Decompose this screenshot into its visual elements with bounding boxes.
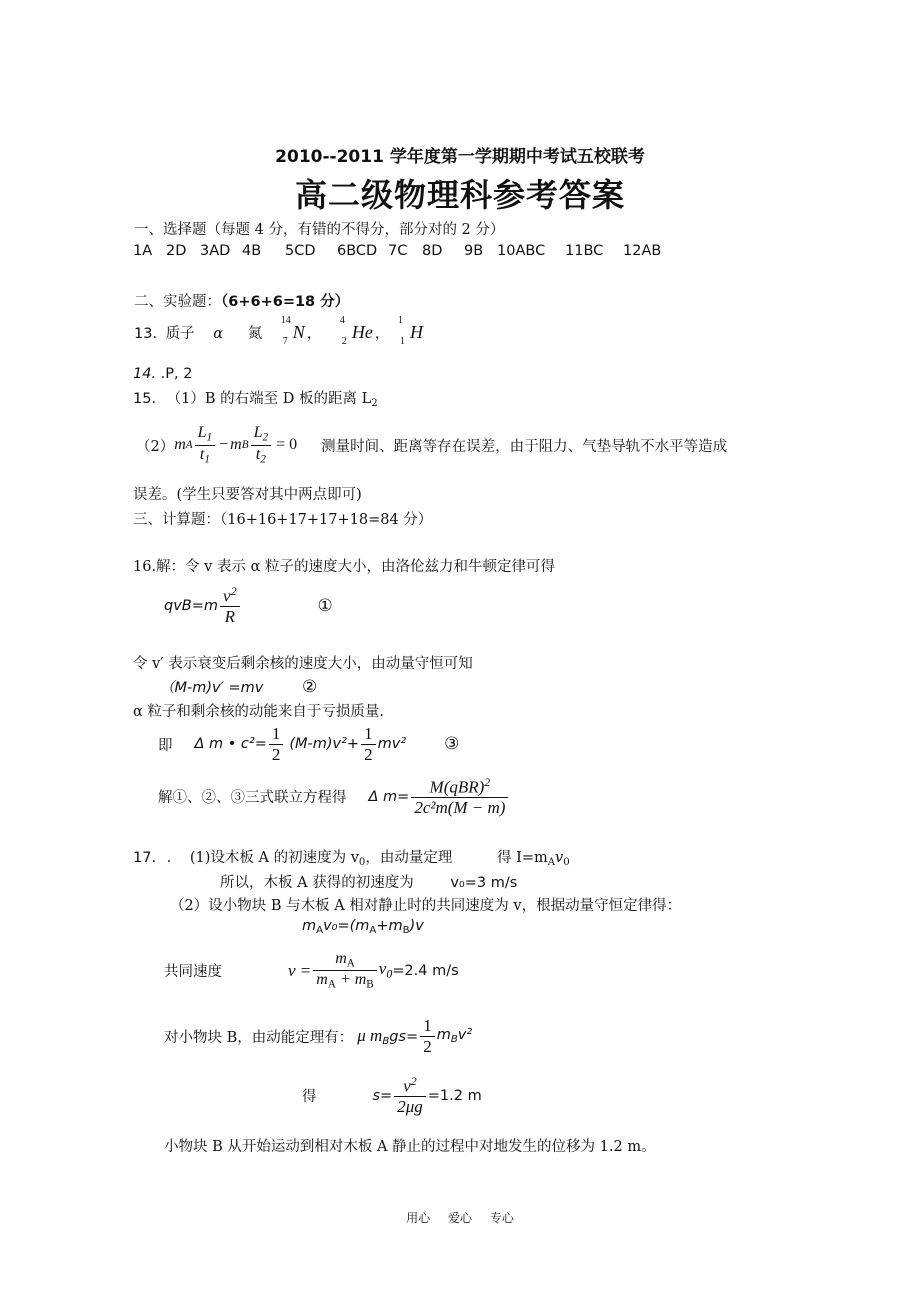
section-1-title: 一、选择题（每题 4 分，有错的不得分，部分对的 2 分） — [134, 222, 505, 238]
exam-title: 2010--2011 学年度第一学期期中考试五校联考 — [275, 147, 645, 167]
q16-eq3-half-1: $\frac{1}{2}$ — [269, 724, 284, 764]
question-14 — [133, 366, 192, 382]
q16-eq1-fraction: $\frac{v^2}{R}$ — [220, 585, 240, 627]
q17-get-label: 得 — [302, 1089, 317, 1106]
q16-equation-2 — [160, 676, 317, 697]
q17-common-value: =2.4 m/s — [392, 962, 459, 979]
q13-word-nitrogen: 氮 — [247, 326, 263, 342]
answer-7: 7C — [388, 243, 408, 259]
section-2-label: 二、实验题： — [134, 294, 221, 310]
q17-p1-v0: v₀=3 m/s — [450, 875, 518, 891]
q17-ke-label: 对小物块 B，由动能定理有： — [164, 1029, 354, 1046]
q17-part-1 — [133, 846, 570, 868]
q16-equation-4 — [158, 776, 510, 818]
q17-common-velocity — [164, 950, 459, 991]
q15-part1-text: （1）B 的右端至 D 板的距离 L — [166, 391, 372, 407]
document-title: 高二级物理科参考答案 — [294, 176, 625, 214]
question-15-part-1 — [133, 387, 378, 409]
q17-displacement — [302, 1075, 482, 1117]
section-2-score: （6+6+6=18 分） — [221, 294, 350, 310]
answer-4: 4B — [242, 243, 262, 259]
q15-error-reason-cont: 误差。(学生只要答对其中两点即可) — [133, 487, 362, 503]
q16-eq1-left: qvB=m — [164, 597, 219, 614]
q16-eq4-fraction: $\frac{M(qBR)^2}{\text{2c²m(M − m)}}$ — [411, 776, 508, 818]
q13-sep-1: ， — [306, 326, 322, 342]
q17-p1-line2: 所以，木板 A 获得的初速度为 — [220, 875, 414, 891]
question-13 — [134, 315, 425, 352]
q16-equation-1 — [164, 585, 333, 627]
nitrogen-14-nuclide: 14 7 N — [280, 315, 305, 347]
q13-label: 13. — [134, 326, 158, 342]
hydrogen-1-nuclide: 1 1 H — [398, 315, 424, 347]
q16-mark-1: ① — [317, 595, 333, 616]
q14-label: 14. — [133, 366, 157, 382]
q16-eq4-dm: Δ m= — [368, 788, 410, 805]
q15-part2-label: （2） — [136, 438, 175, 455]
answer-6: 6BCD — [337, 243, 378, 259]
footer-word-1: 用心 — [406, 1211, 431, 1225]
q17-common-v0: $v_0$ — [378, 959, 393, 982]
answer-3: 3AD — [200, 243, 231, 259]
q17-ke-half: $\frac{1}{2}$ — [420, 1016, 435, 1056]
q15-equation: m A $\frac{L_1}{t_1}$ − m B $\frac{L_2}{t_2}$ = 0 — [174, 424, 298, 465]
question-15-part-2 — [136, 420, 727, 470]
q16-intro: 16.解：令 v 表示 α 粒子的速度大小，由洛伦兹力和牛顿定律可得 — [133, 559, 555, 575]
q16-eq2: （M-m)v′ =mv — [160, 680, 264, 696]
q16-eq3-prefix: 即 — [158, 737, 173, 754]
answer-5: 5CD — [285, 243, 316, 259]
q17-momentum-equation: $m_Av_0=(m_A+m_B)v$ — [302, 918, 424, 937]
q14-answer: .P, 2 — [160, 366, 193, 382]
q16-eq4-prefix: 解①、②、③三式联立方程得 — [158, 790, 347, 807]
q16-mark-2: ② — [301, 677, 318, 697]
section-2-title — [134, 290, 349, 311]
q17-part-1-line-2 — [220, 871, 517, 892]
q17-label: 17. — [133, 850, 157, 866]
q17-ke-left: μ $m_Bgs=$ — [357, 1025, 419, 1047]
q15-part1-sub: 2 — [371, 398, 378, 410]
q17-kinetic-energy — [164, 1016, 472, 1056]
q17-conclusion: 小物块 B 从开始运动到相对木板 A 静止的过程中对地发生的位移为 1.2 m。 — [164, 1139, 656, 1155]
answer-2: 2D — [166, 243, 187, 259]
q15-error-reason: 测量时间、距离等存在误差，由于阻力、气垫导轨不水平等造成 — [321, 438, 728, 455]
q17-p1-result: 得 $I=m_Av_0$ — [496, 850, 570, 869]
q17-common-label: 共同速度 — [164, 964, 222, 981]
answer-10: 10ABC — [497, 243, 546, 259]
q16-eq3-end: mv² — [377, 736, 407, 753]
q16-eq3-half-2: $\frac{1}{2}$ — [361, 724, 376, 764]
q17-s-fraction: $\frac{v^2}{2\mu g}$ — [394, 1075, 426, 1117]
q16-line-2: 令 v′ 表示衰变后剩余核的速度大小，由动量守恒可知 — [133, 656, 473, 672]
q13-word-proton: 质子 — [165, 326, 195, 342]
q17-ke-right: $m_Bv^2$ — [436, 1027, 473, 1046]
q13-alpha: α — [213, 326, 224, 342]
page-footer — [0, 1209, 920, 1226]
q13-sep-2: ， — [374, 326, 390, 342]
q16-equation-3 — [158, 724, 459, 764]
q16-eq3-mid: (M-m)v²+ — [289, 736, 360, 753]
answer-9: 9B — [464, 243, 484, 259]
q16-mark-3: ③ — [444, 734, 460, 755]
q17-part-2: （2）设小物块 B 与木板 A 相对静止时的共同速度为 v，根据动量守恒定律得： — [170, 898, 682, 914]
q17-s-value: =1.2 m — [427, 1087, 482, 1104]
q16-line-3: α 粒子和剩余核的动能来自于亏损质量. — [133, 704, 385, 720]
helium-4-nuclide: 4 2 He — [339, 315, 373, 347]
q17-common-v: v = — [288, 960, 312, 980]
q17-s-left: s= — [372, 1087, 393, 1104]
footer-word-3: 专心 — [489, 1211, 514, 1225]
answer-11: 11BC — [565, 243, 604, 259]
q17-common-fraction: $\frac{m_A}{m_A + m_B}$ — [313, 950, 376, 991]
footer-word-2: 爱心 — [447, 1211, 472, 1225]
q16-eq3-dm: Δ m • c²= — [194, 736, 267, 753]
q15-label: 15. — [133, 391, 157, 407]
section-3-title: 三、计算题：（16+16+17+17+18=84 分） — [133, 512, 433, 528]
q17-p1-text: (1)设木板 A 的初速度为 $v_0$，由动量定理 — [189, 850, 453, 869]
answer-12: 12AB — [623, 243, 662, 259]
answer-1: 1A — [133, 243, 153, 259]
answer-8: 8D — [422, 243, 443, 259]
q17-dot: . — [166, 850, 172, 866]
